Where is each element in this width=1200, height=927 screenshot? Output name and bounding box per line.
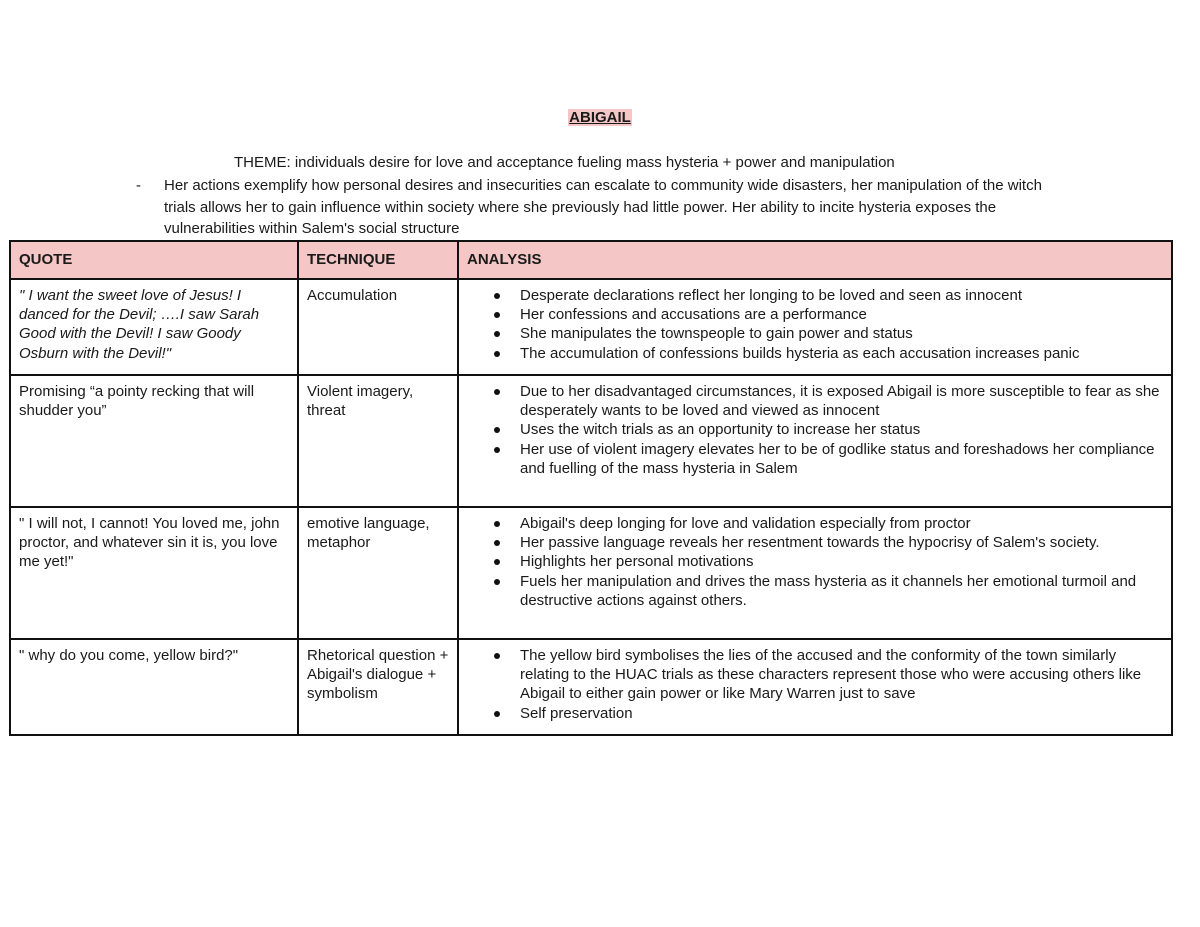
header-quote: QUOTE bbox=[10, 241, 298, 279]
analysis-point: Her passive language reveals her resentment towards the hypocrisy of Salem's society. bbox=[520, 533, 1163, 552]
technique-cell: Accumulation bbox=[298, 279, 458, 375]
analysis-point: The accumulation of confessions builds hysteria as each accusation increases panic bbox=[520, 344, 1163, 363]
analysis-list bbox=[467, 646, 1163, 723]
analysis-point: Abigail's deep longing for love and validation especially from proctor bbox=[520, 514, 1163, 533]
quote-cell: " I will not, I cannot! You loved me, john proctor, and whatever sin it is, you love me yet!" bbox=[10, 507, 298, 639]
summary-paragraph: Her actions exemplify how personal desires and insecurities can escalate to community wide disasters, her manipulation of the witch trials allows her to gain influence within society where she previously had little power. Her ability to incite hysteria exposes the vulnerabilities within Salem's social structure bbox=[164, 177, 1042, 238]
table-row bbox=[10, 639, 1172, 735]
quote-cell: Promising “a pointy recking that will shudder you” bbox=[10, 375, 298, 507]
analysis-list bbox=[467, 382, 1163, 478]
analysis-point: Her use of violent imagery elevates her to be of godlike status and foreshadows her compliance and fuelling of the mass hysteria in Salem bbox=[520, 440, 1163, 478]
title-text: ABIGAIL bbox=[569, 109, 631, 126]
analysis-point: Self preservation bbox=[520, 704, 1163, 723]
theme-line: THEME: individuals desire for love and acceptance fueling mass hysteria + power and manipulation bbox=[234, 154, 895, 171]
analysis-cell bbox=[458, 279, 1172, 375]
analysis-cell bbox=[458, 507, 1172, 639]
analysis-list bbox=[467, 514, 1163, 610]
analysis-list bbox=[467, 286, 1163, 363]
analysis-point: The yellow bird symbolises the lies of the accused and the conformity of the town similarly relating to the HUAC trials as these characters represent those who were accusing others like Abigail to either gain power or like Mary Warren just to save bbox=[520, 646, 1163, 704]
analysis-point: Fuels her manipulation and drives the mass hysteria as it channels her emotional turmoil and destructive actions against others. bbox=[520, 572, 1163, 610]
technique-cell: Violent imagery, threat bbox=[298, 375, 458, 507]
table-header-row bbox=[10, 241, 1172, 279]
header-analysis: ANALYSIS bbox=[458, 241, 1172, 279]
analysis-point: Uses the witch trials as an opportunity to increase her status bbox=[520, 420, 1163, 439]
analysis-point: She manipulates the townspeople to gain power and status bbox=[520, 324, 1163, 343]
summary-dash-marker: - bbox=[136, 177, 141, 194]
quote-cell: " why do you come, yellow bird?" bbox=[10, 639, 298, 735]
analysis-point: Due to her disadvantaged circumstances, it is exposed Abigail is more susceptible to fear as she desperately wants to be loved and viewed as innocent bbox=[520, 382, 1163, 420]
analysis-point: Highlights her personal motivations bbox=[520, 552, 1163, 571]
analysis-cell bbox=[458, 375, 1172, 507]
quote-cell: " I want the sweet love of Jesus! I danced for the Devil; ….I saw Sarah Good with the Devil! I saw Goody Osburn with the Devil!" bbox=[10, 279, 298, 375]
header-technique: TECHNIQUE bbox=[298, 241, 458, 279]
table-row bbox=[10, 507, 1172, 639]
table-row bbox=[10, 375, 1172, 507]
analysis-point: Her confessions and accusations are a performance bbox=[520, 305, 1163, 324]
table-row bbox=[10, 279, 1172, 375]
technique-cell: Rhetorical question + Abigail's dialogue + symbolism bbox=[298, 639, 458, 735]
analysis-table bbox=[9, 240, 1173, 736]
analysis-cell bbox=[458, 639, 1172, 735]
page-title bbox=[0, 108, 1200, 128]
technique-cell: emotive language, metaphor bbox=[298, 507, 458, 639]
analysis-point: Desperate declarations reflect her longing to be loved and seen as innocent bbox=[520, 286, 1163, 305]
